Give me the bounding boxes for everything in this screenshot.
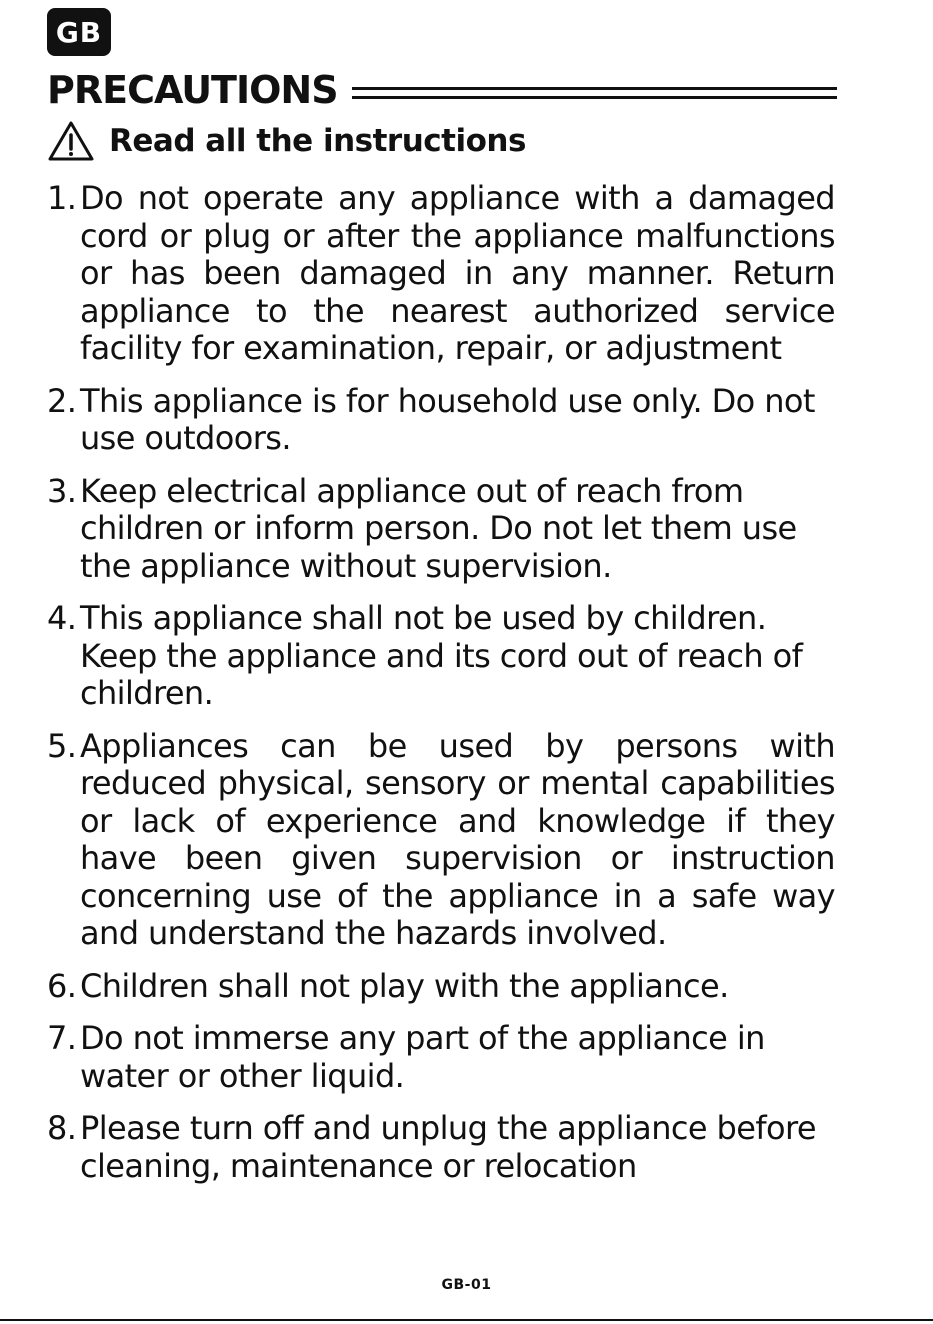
list-item bbox=[47, 728, 835, 953]
list-item bbox=[47, 383, 835, 458]
precautions-list bbox=[47, 180, 835, 1200]
item-number: 8. bbox=[47, 1109, 77, 1147]
item-number: 7. bbox=[47, 1019, 77, 1057]
item-text: Keep electrical appliance out of reach from children or inform person. Do not let them use the appliance without supervision. bbox=[80, 471, 797, 585]
item-text: This appliance is for household use only. Do not use outdoors. bbox=[80, 381, 815, 457]
subtitle-row bbox=[47, 118, 526, 164]
item-number: 1. bbox=[47, 179, 77, 217]
item-number: 6. bbox=[47, 966, 77, 1005]
subtitle: Read all the instructions bbox=[109, 123, 526, 159]
list-item bbox=[47, 1020, 835, 1095]
item-text: Do not immerse any part of the appliance in water or other liquid. bbox=[80, 1019, 765, 1095]
item-text: Appliances can be used by persons with reduced physical, sensory or mental capabilities or lack of experience and knowledge if they have been given supervision or instruction concerning use of the appliance in a safe way and understand the hazards involved. bbox=[80, 726, 835, 952]
list-item bbox=[47, 473, 835, 586]
warning-triangle-icon bbox=[47, 120, 95, 162]
bottom-edge-rule bbox=[0, 1319, 933, 1321]
page-number: GB-01 bbox=[441, 1277, 492, 1293]
item-text: Do not operate any appliance with a damaged cord or plug or after the appliance malfunctions or has been damaged in any manner. Return appliance to the nearest authorized service facility for examination, repair, or adjustment bbox=[80, 179, 835, 367]
item-number: 4. bbox=[47, 599, 77, 637]
page-title: PRECAUTIONS bbox=[47, 68, 338, 112]
item-text: Please turn off and unplug the appliance before cleaning, maintenance or relocation bbox=[80, 1109, 816, 1185]
title-row bbox=[47, 64, 837, 116]
item-number: 2. bbox=[47, 381, 77, 420]
title-double-rule bbox=[352, 87, 837, 99]
list-item bbox=[47, 968, 835, 1006]
list-item bbox=[47, 1110, 835, 1185]
list-item bbox=[47, 600, 835, 713]
item-text: Children shall not play with the appliance. bbox=[80, 966, 729, 1005]
item-number: 5. bbox=[47, 726, 77, 765]
list-item bbox=[47, 180, 835, 368]
language-badge: GB bbox=[47, 8, 111, 56]
item-number: 3. bbox=[47, 471, 77, 510]
item-text: This appliance shall not be used by children. Keep the appliance and its cord out of reach of children. bbox=[80, 599, 803, 712]
